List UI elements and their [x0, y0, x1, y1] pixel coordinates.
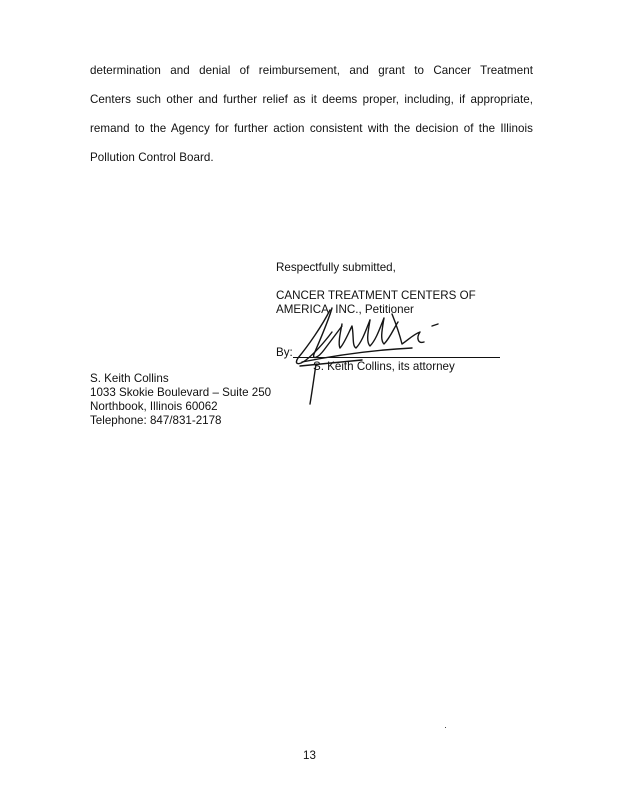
attorney-phone: Telephone: 847/831-2178 [90, 414, 222, 427]
page-number: 13 [303, 749, 316, 762]
body-line-4: Pollution Control Board. [90, 151, 214, 164]
organization-line-2: AMERICA, INC., Petitioner [276, 303, 414, 316]
scan-speck [445, 727, 446, 728]
closing-text: Respectfully submitted, [276, 261, 396, 274]
attorney-city: Northbook, Illinois 60062 [90, 400, 218, 413]
attorney-name: S. Keith Collins [90, 372, 169, 385]
body-line-3: remand to the Agency for further action consistent with the decision of the Illinois [90, 122, 533, 135]
attorney-street: 1033 Skokie Boulevard – Suite 250 [90, 386, 272, 399]
handwritten-signature [292, 306, 452, 406]
body-line-2: Centers such other and further relief as it deems proper, including, if appropriate, [90, 93, 533, 106]
signer-name: S. Keith Collins, its attorney [313, 360, 455, 373]
body-line-1: determination and denial of reimbursement, and grant to Cancer Treatment [90, 64, 533, 77]
organization-line-1: CANCER TREATMENT CENTERS OF [276, 289, 476, 302]
by-label: By: [276, 346, 293, 359]
